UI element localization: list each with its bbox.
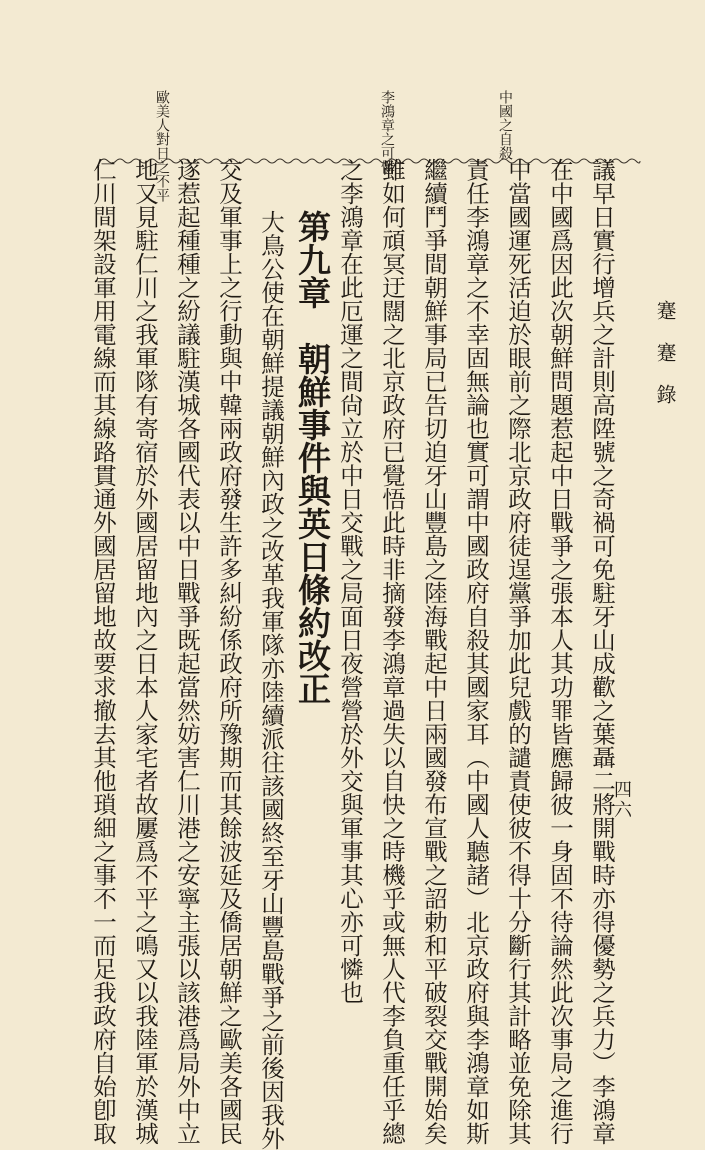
margin-note: 李鴻章之可憐	[379, 90, 395, 174]
text-column: 地又見駐仁川之我軍隊有寄宿於外國居留地內之日本人家宅者故屢爲不平之鳴又以我陸軍於漢城	[131, 158, 159, 1145]
text-column: 繼續鬥爭間朝鮮事局已告切迫牙山豐島之陸海戰起中日兩國發布宣戰之詔勅和平破裂交戰開始矣	[420, 158, 448, 1145]
text-column: 之李鴻章在此厄運之間尙立於中日交戰之局面日夜營營於外交與軍事其心亦可憐也	[336, 158, 364, 1004]
margin-note: 歐美人對日之不平	[154, 90, 170, 202]
margin-note: 中國之自殺	[497, 90, 513, 160]
text-column: 雖如何頑冥迂闊之北京政府已覺悟此時非摘發李鴻章過失以自快之時機乎或無人代李負重任乎總	[378, 158, 406, 1145]
chapter-heading: 第九章 朝鮮事件與英日條約改正	[293, 210, 332, 705]
book-title: 蹇蹇錄	[653, 300, 677, 426]
text-column: 議早日實行增兵之計則高陞號之奇禍可免駐牙山成歡之葉聶二將開戰時亦得優勢之兵力）李鴻章	[588, 158, 616, 1145]
text-column: 交及軍事上之行動與中韓兩政府發生許多糾紛係政府所豫期而其餘波延及僑居朝鮮之歐美各國民	[215, 158, 243, 1145]
text-column: 仁川間架設軍用電線而其線路貫通外國居留地故要求撤去其他瑣細之事不一而足我政府自始卽取	[89, 158, 117, 1145]
text-column: 遂惹起種種之紛議駐漢城各國代表以中日戰爭既起當然妨害仁川港之安寧主張以該港爲局外中立	[173, 158, 201, 1145]
page-number: 四六	[611, 780, 632, 820]
text-column: 在中國爲因此次朝鮮問題惹起中日戰爭之張本人其功罪皆應歸彼一身固不待論然此次事局之進行	[546, 158, 574, 1145]
text-column: 大鳥公使在朝鮮提議朝鮮內政之改革我軍隊亦陸續派往該國終至牙山豐島戰爭之前後因我外	[257, 210, 285, 1150]
text-column: 責任李鴻章之不幸固無論也實可謂中國政府自殺其國家耳（中國人聽諸）北京政府與李鴻章如斯	[462, 158, 490, 1145]
text-column: 中當國運死活迫於眼前之際北京政府徒逞黨爭加此兒戲的譴責使彼不得十分斷行其計略並免除其	[504, 158, 532, 1145]
